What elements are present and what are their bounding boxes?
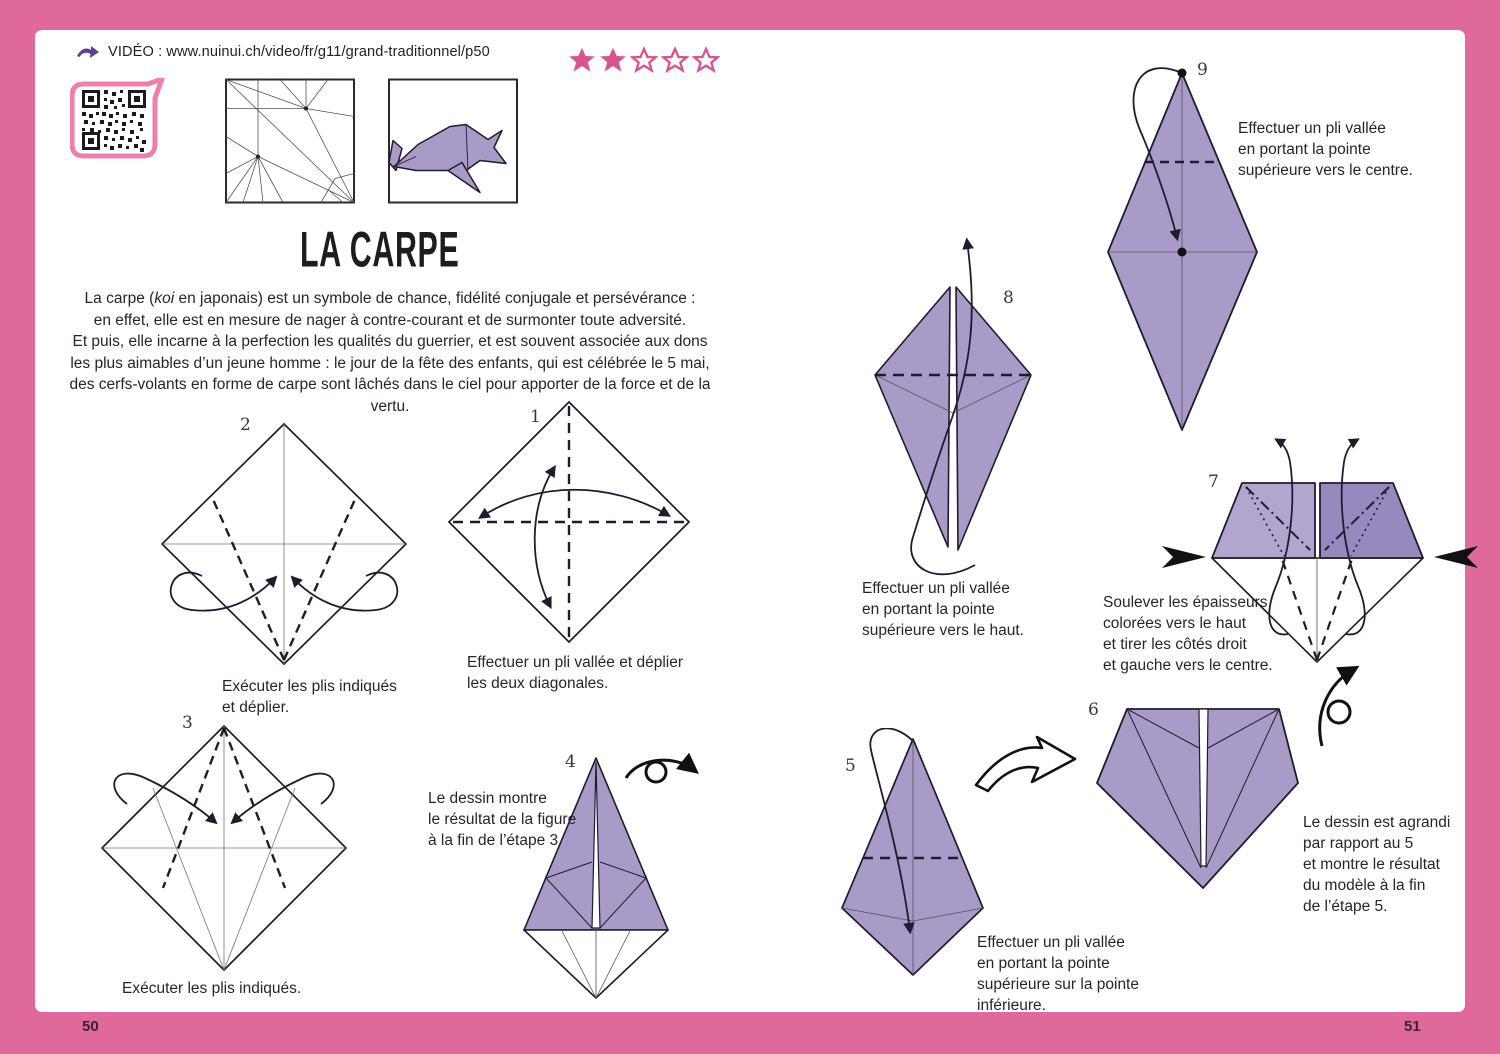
step-9-diagram [1095,55,1275,445]
step-9-caption: Effectuer un pli vallée en portant la pointe supérieure vers le centre. [1238,120,1413,179]
step-8-caption: Effectuer un pli vallée en portant la pointe supérieure vers le haut. [862,580,1024,639]
step-1-number: 1 [530,407,541,427]
video-url-text: VIDÉO : www.nuinui.ch/video/fr/g11/grand-traditionnel/p50 [108,44,490,60]
intro-line: en effet, elle est en mesure de nager à contre-courant et de surmonter toute adversité. [93,311,687,329]
qr-code [70,78,170,162]
intro-line: Et puis, elle incarne à la perfection les qualités du guerrier, et est souvent associée aux dons [72,333,708,350]
page-title-wrap [60,222,700,276]
step-6-number: 6 [1088,700,1099,720]
next-step-arrow-icon [972,735,1082,797]
difficulty-rating [568,46,720,74]
video-arrow-icon [76,44,100,60]
step-7-caption: Soulever les épaisseurs colorées vers le haut et tirer les côtés droit et gauche vers le centre. [1103,594,1273,674]
step-8-diagram [855,215,1055,580]
step-2-caption: Exécuter les plis indiqués et déplier. [222,678,397,716]
step-4-number: 4 [565,752,576,772]
step-6-rotate-icon [1312,662,1382,750]
right-page-number: 51 [1404,1018,1421,1035]
star-empty-icon [692,46,720,74]
step-4-caption: Le dessin montre le résultat de la figure à la fin de l’étape 3. [428,790,577,849]
qr-code-bubble [70,78,170,162]
finished-model-thumbnail [388,78,518,204]
step-1-diagram [443,396,695,648]
step-2-number: 2 [240,415,251,435]
intro-line: La carpe (koi en japonais) est un symbole de chance, fidélité conjugale et persévérance : [84,290,696,307]
step-6-diagram [1085,700,1305,900]
step-8-number: 8 [1003,288,1014,308]
step-7-number: 7 [1208,472,1219,492]
star-filled-icon [568,46,596,74]
star-empty-icon [630,46,658,74]
step-5-number: 5 [845,756,856,776]
step-4-rotate-icon [622,750,712,794]
step-3-diagram [97,712,351,980]
page-title: LA CARPE [300,220,460,278]
left-page-number: 50 [82,1018,99,1035]
star-filled-icon [599,46,627,74]
intro-line: les plus aimables d’un jeune homme : le jour de la fête des enfants, qui est célébrée le 5 mai, [70,354,710,372]
crease-pattern-thumbnail [225,78,355,204]
step-3-number: 3 [182,713,193,733]
step-1-caption: Effectuer un pli vallée et déplier les deux diagonales. [467,654,683,692]
step-9-number: 9 [1197,60,1208,80]
intro-line: des cerfs-volants en forme de carpe sont lâchés dans le ciel pour apporter de la force et de la vertu. [69,376,711,415]
star-empty-icon [661,46,689,74]
step-2-diagram [158,410,410,672]
video-link-row [76,44,490,60]
step-6-caption: Le dessin est agrandi par rapport au 5 et montre le résultat du modèle à la fin de l’étape 5. [1303,814,1451,915]
step-3-caption: Exécuter les plis indiqués. [122,980,302,997]
step-5-caption: Effectuer un pli vallée en portant la pointe supérieure sur la pointe inférieure. [977,934,1139,1014]
